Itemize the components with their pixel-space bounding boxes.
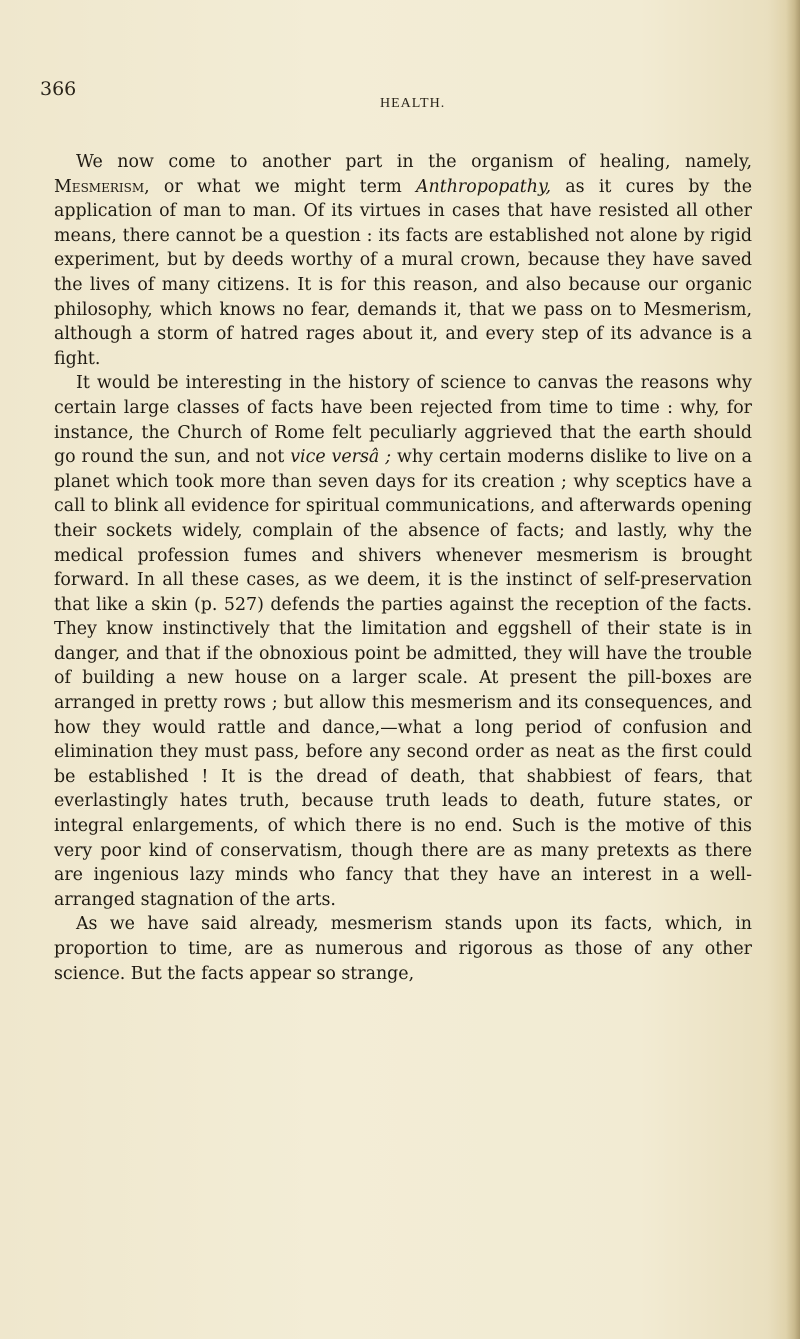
paragraph-text: As we have said already, mesmerism stands upon its facts, which, in proportion to time, are as numerous and rigorous as those of any other science. But the facts appear so strange, [54,914,752,984]
page-number: 366 [40,78,77,100]
term-vice-versa: vice versâ ; [290,447,392,468]
term-mesmerism: Mesmerism [54,176,145,197]
paragraph-facts-strange [54,912,752,986]
paragraph-text: as it cures by the application of man to man. Of its virtues in cases that have resisted all other means, there cannot be a question : its facts are established not alone by rigid experiment, but by deeds worthy of a mural crown, because they have saved the lives of many citizens. It is for this reason, and also because our organic philosophy, which knows no fear, demands it, that we pass on to Mesmerism, although a storm of hatred rages about it, and every step of its advance is a fight. [54,176,753,369]
term-anthropopathy: Anthropopathy, [415,176,552,197]
body-text [54,150,752,986]
paragraph-mesmerism-intro [54,150,752,371]
running-title: HEALTH. [380,96,446,111]
paragraph-text: why certain moderns dislike to live on a planet which took more than seven days for its creation ; why sceptics have a call to blink all evidence for spiritual communications, and afterwards opening their sockets widely, complain of the absence of facts; and lastly, why the medical profession fumes and shivers whenever mesmerism is brought forward. In all these cases, as we deem, it is the instinct of self-preservation that like a skin (p. 527) defends the parties against the reception of the facts. They know instinctively that the limitation and eggshell of their state is in danger, and that if the obnoxious point be admitted, they will have the trouble of building a new house on a larger scale. At present the pill-boxes are arranged in pretty rows ; but allow this mesmerism and its consequences, and how they would rattle and dance,—what a long period of confusion and elimination they must pass, before any second order as neat as the first could be established ! It is the dread of death, that shabbiest of fears, that everlastingly hates truth, because truth leads to death, future states, or integral enlargements, of which there is no end. Such is the motive of this very poor kind of conservatism, though there are as many pretexts as there are ingenious lazy minds who fancy that they have an interest in a well-arranged stagnation of the arts. [54,447,753,910]
paragraph-text: It would be interesting in the history of science to canvas the reasons why certain large classes of facts have been rejected from time to time : why, for instance, the Church of Rome felt peculiarly aggrieved that the earth should go round the sun, and not [54,373,752,468]
paragraph-text: We now come to another part in the organism of healing, namely, [76,152,752,172]
paragraph-text: , or what we might term [144,176,416,197]
paragraph-rejected-facts [54,371,752,912]
page-edge-shadow [786,0,800,1339]
